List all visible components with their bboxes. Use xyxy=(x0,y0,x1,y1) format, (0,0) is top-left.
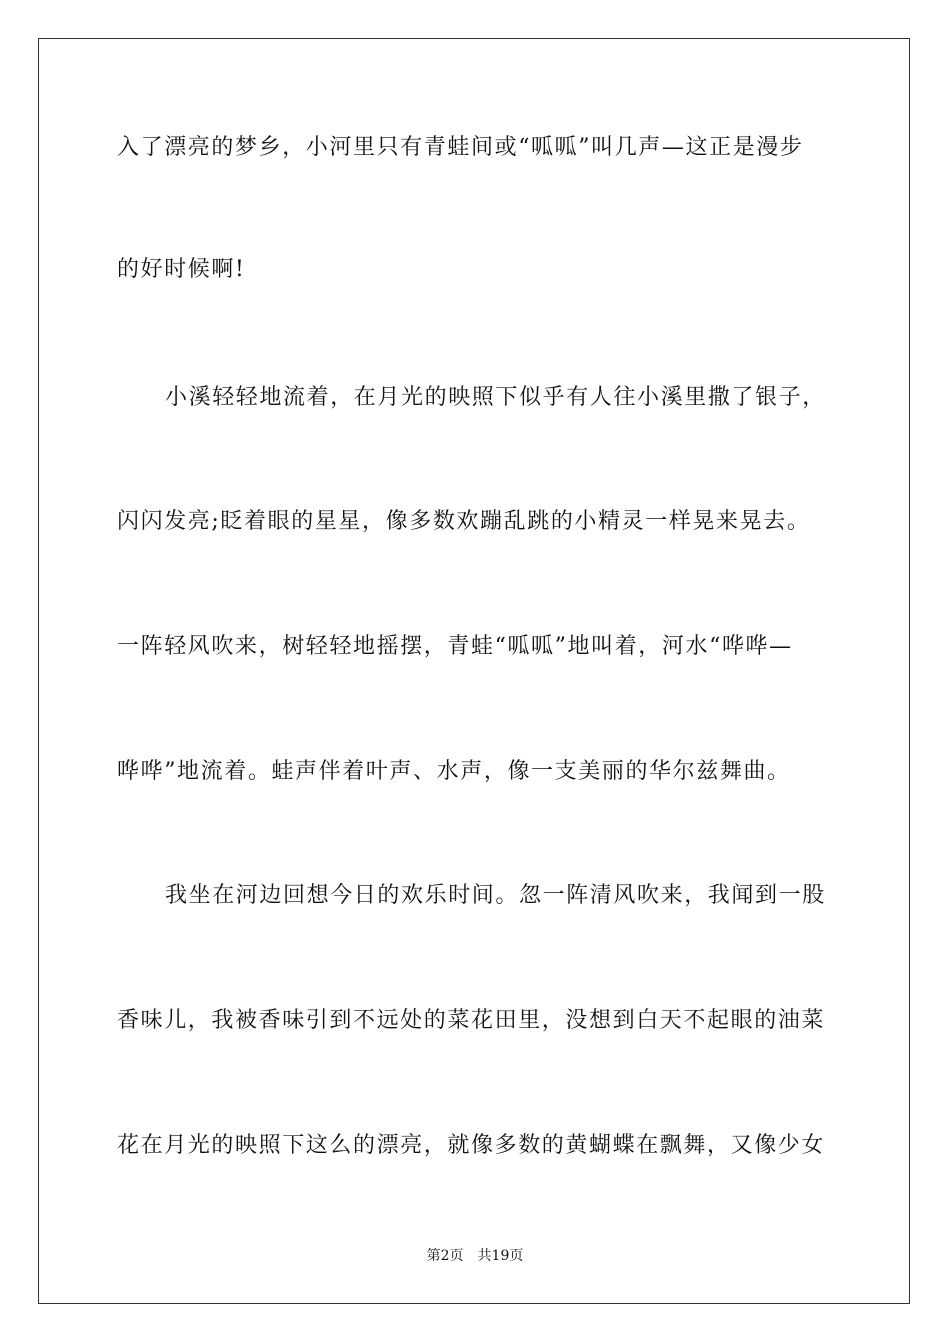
paragraph-line-2: 的好时候啊! xyxy=(117,257,246,282)
paragraph-line-9: 花在月光的映照下这么的漂亮，就像多数的黄蝴蝶在飘舞，又像少女 xyxy=(117,1133,826,1158)
paragraph-line-5: 一阵轻风吹来，树轻轻地摇摆，青蛙“呱呱”地叫着，河水“哗哗— xyxy=(117,634,793,659)
total-pages: 共19页 xyxy=(477,1248,524,1264)
paragraph-line-3: 小溪轻轻地流着，在月光的映照下似乎有人往小溪里撒了银子， xyxy=(165,385,826,410)
page-border xyxy=(38,38,910,1304)
page-footer xyxy=(0,1247,950,1265)
paragraph-line-6: 哗哗”地流着。蛙声伴着叶声、水声，像一支美丽的华尔兹舞曲。 xyxy=(117,759,791,784)
paragraph-line-1: 入了漂亮的梦乡，小河里只有青蛙间或“呱呱”叫几声—这正是漫步 xyxy=(117,135,804,160)
page-number: 第2页 xyxy=(426,1248,464,1264)
paragraph-line-4: 闪闪发亮;眨着眼的星星，像多数欢蹦乱跳的小精灵一样晃来晃去。 xyxy=(117,509,811,534)
paragraph-line-8: 香味儿，我被香味引到不远处的菜花田里，没想到白天不起眼的油菜 xyxy=(117,1008,826,1033)
paragraph-line-7: 我坐在河边回想今日的欢乐时间。忽一阵清风吹来，我闻到一股 xyxy=(165,883,826,908)
